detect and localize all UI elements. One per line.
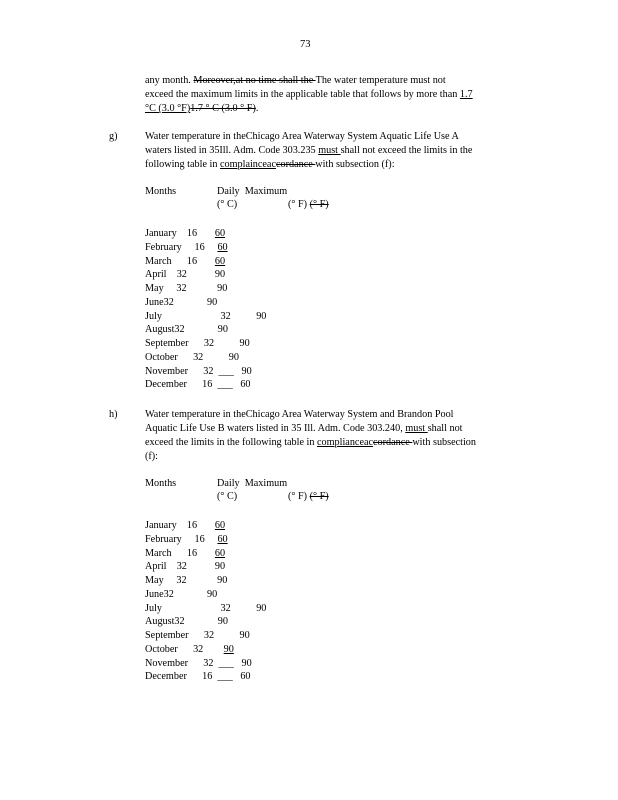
table-row <box>145 366 252 379</box>
table-row-value: 60 <box>214 520 226 531</box>
table-row <box>145 671 251 684</box>
g-header-months: Months <box>145 186 177 197</box>
intro-line-2: exceed the maximum limits in the applicable table that follows by more than 1.7 <box>145 89 473 100</box>
table-row <box>145 534 228 547</box>
table-row <box>145 616 228 629</box>
table-row-text: September 32 90 <box>145 630 250 641</box>
table-row <box>145 297 217 310</box>
section-h-line-2: Aquatic Life Use B waters listed in 35 Ill. Adm. Code 303.240, must shall not <box>145 423 463 434</box>
intro-line-1: any month. Moreover,at no time shall the The water temperature must not <box>145 75 446 86</box>
g-header-unit-c: (° C) <box>217 199 238 210</box>
table-row-text: November 32 ___ 90 <box>145 657 252 669</box>
table-row-text: January 16 <box>145 228 215 239</box>
table-row <box>145 630 250 643</box>
table-row-text: February 16 <box>145 241 218 253</box>
table-row-text: December 16 ___ 60 <box>145 671 251 683</box>
section-g-line-2: waters listed in 35Ill. Adm. Code 303.235 must shall not exceed the limits in the <box>145 145 473 156</box>
section-g-line-3: following table in complainceaccordance with subsection (f): <box>145 159 395 170</box>
section-g-line-1: Water temperature in theChicago Area Waterway System Aquatic Life Use A <box>145 131 459 142</box>
table-row <box>145 548 225 561</box>
h-header-unit-c: (° C) <box>217 491 238 502</box>
table-row-value: 60 <box>217 241 228 253</box>
table-row <box>145 575 227 588</box>
section-g-marker: g) <box>109 131 118 142</box>
table-row-value: 60 <box>214 228 226 239</box>
table-row-text: August32 90 <box>145 324 228 336</box>
table-row <box>145 269 225 282</box>
table-row-text: November 32 ___ 90 <box>145 365 252 377</box>
table-row <box>145 242 228 255</box>
table-row <box>145 256 225 269</box>
table-row-text: March 16 <box>145 255 215 267</box>
table-row-text: October 32 90 <box>145 351 239 363</box>
page-number: 73 <box>300 39 311 50</box>
table-row <box>145 283 227 296</box>
table-row-text: April 32 90 <box>145 561 226 573</box>
table-row <box>145 644 234 657</box>
table-row <box>145 311 266 324</box>
h-header-unit-f: (° F) (° F) <box>288 491 329 502</box>
table-row <box>145 352 239 365</box>
table-row <box>145 379 251 392</box>
table-row-text: February 16 <box>145 533 218 545</box>
table-row-text: July 32 90 <box>145 310 267 322</box>
table-row <box>145 561 225 574</box>
table-row <box>145 658 252 671</box>
table-row <box>145 228 225 241</box>
table-row <box>145 520 225 533</box>
table-row <box>145 603 266 616</box>
table-row-text: October 32 <box>145 643 224 655</box>
table-row-text: January 16 <box>145 520 215 531</box>
table-row-text: July 32 90 <box>145 602 267 614</box>
table-row-text: September 32 90 <box>145 338 250 349</box>
h-header-months: Months <box>145 478 177 489</box>
table-row-value: 60 <box>217 533 228 545</box>
table-row-text: December 16 ___ 60 <box>145 379 251 391</box>
table-row-text: May 32 90 <box>145 283 228 294</box>
table-row-text: June32 90 <box>145 588 218 600</box>
g-header-daily-max: Daily Maximum <box>217 186 288 197</box>
table-row-value: 60 <box>214 547 226 559</box>
table-row-text: June32 90 <box>145 296 218 308</box>
table-row-text: August32 90 <box>145 616 228 628</box>
table-row <box>145 324 228 337</box>
section-h-marker: h) <box>109 409 118 420</box>
section-h-line-3: exceed the limits in the following table in complianceaccordance with subsection <box>145 437 476 448</box>
table-row <box>145 589 217 602</box>
section-h-line-1: Water temperature in theChicago Area Waterway System and Brandon Pool <box>145 409 454 420</box>
table-row-text: March 16 <box>145 547 215 559</box>
table-row-text: May 32 90 <box>145 575 228 586</box>
intro-line-3: °C (3.0 °F)1.7 ° C (3.0 ° F). <box>145 103 259 114</box>
table-row <box>145 338 250 351</box>
table-row-value: 60 <box>214 255 226 267</box>
g-header-unit-f: (° F) (° F) <box>288 199 329 210</box>
table-row-text: April 32 90 <box>145 269 226 281</box>
section-h-line-4: (f): <box>145 451 159 462</box>
h-header-daily-max: Daily Maximum <box>217 478 288 489</box>
table-row-value: 90 <box>223 643 234 655</box>
